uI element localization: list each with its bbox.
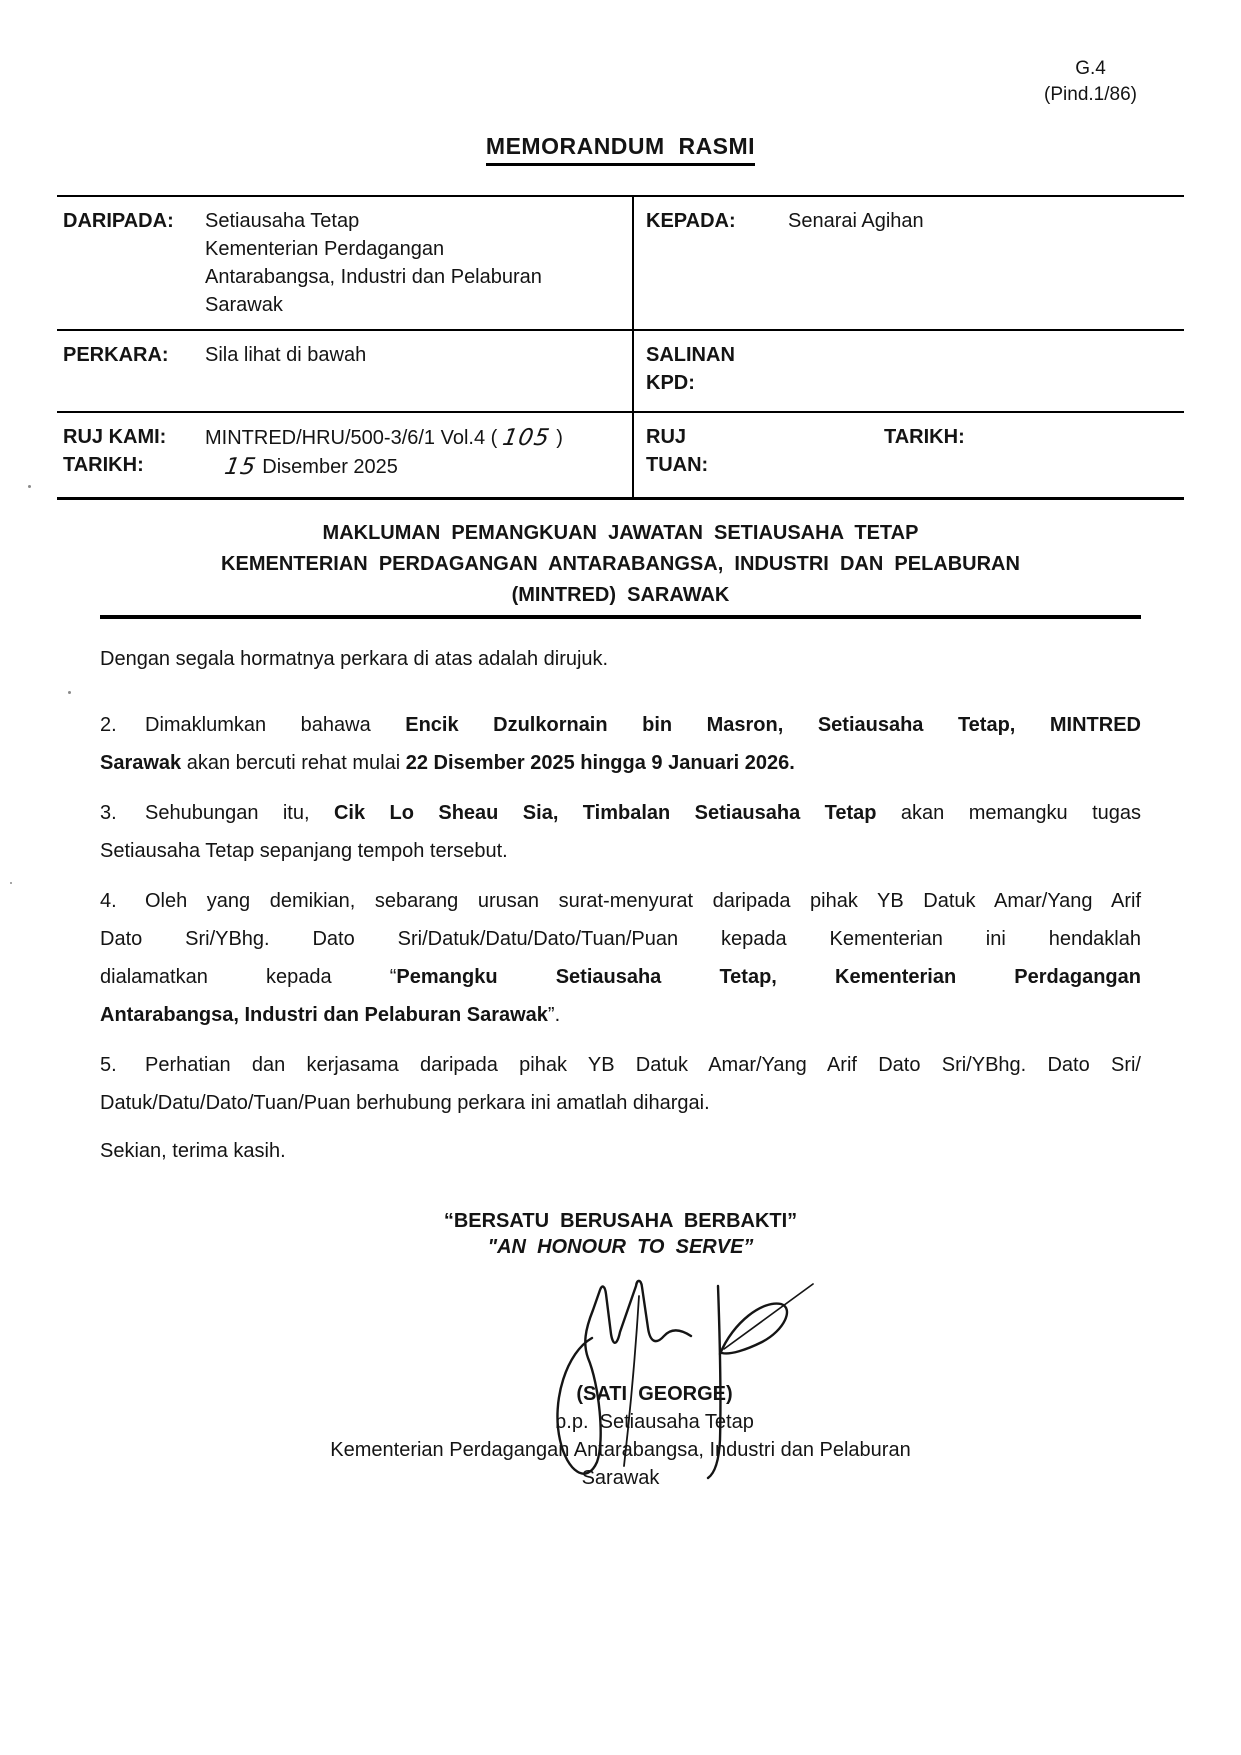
- paragraph: [100, 706, 1141, 782]
- ruj-kami-cell: [57, 413, 632, 497]
- ruj-tuan-cell: [632, 413, 1184, 497]
- daripada-line: Antarabangsa, Industri dan Pelaburan: [205, 266, 542, 288]
- paragraph-text: Sarawak: [100, 752, 182, 774]
- daripada-label: DARIPADA:: [63, 210, 174, 232]
- document-title: MEMORANDUM RASMI: [486, 133, 755, 166]
- kepada-label: KEPADA:: [646, 210, 736, 232]
- paragraph-text: “: [389, 966, 397, 988]
- salinan-label-line1: SALINAN: [646, 344, 735, 366]
- tarikh-right-label: TARIKH:: [884, 426, 965, 448]
- paragraph-line: [100, 744, 1141, 782]
- ruj-kami-ref-close: ): [556, 427, 563, 449]
- daripada-cell: [57, 197, 632, 329]
- subject-heading: [100, 518, 1141, 619]
- paragraph-text: akan bercuti rehat mulai: [181, 752, 406, 774]
- paragraph-text: Pemangku Setiausaha Tetap, Kementerian Perdagangan: [396, 966, 1141, 988]
- paragraph-text: Sehubungan itu,: [145, 802, 334, 824]
- paragraph: [100, 794, 1141, 870]
- perkara-value: Sila lihat di bawah: [205, 344, 367, 366]
- paragraph-number: 2.: [100, 714, 117, 736]
- daripada-line: Kementerian Perdagangan: [205, 238, 445, 260]
- closing-line: Sekian, terima kasih.: [100, 1140, 286, 1162]
- paragraph-line: [100, 1084, 1141, 1122]
- paragraph-number: 4.: [100, 890, 117, 912]
- paragraph-line: [100, 882, 1141, 920]
- tarikh-month-year: Disember 2025: [262, 456, 398, 478]
- paragraph-line: [100, 794, 1141, 832]
- scan-speck: [10, 882, 12, 884]
- motto-line-malay: “BERSATU BERUSAHA BERBAKTI”: [443, 1210, 798, 1232]
- subject-line-2: KEMENTERIAN PERDAGANGAN ANTARABANGSA, INDUSTRI DAN PELABURAN: [221, 553, 1020, 575]
- title-wrap: [0, 133, 1241, 166]
- paragraph: [100, 1046, 1141, 1122]
- scan-speck: [68, 691, 71, 694]
- daripada-line: Setiausaha Tetap: [205, 210, 360, 232]
- ruj-tuan-label: [646, 423, 788, 479]
- kepada-value: Senarai Agihan: [788, 210, 924, 232]
- ruj-kami-label: RUJ KAMI:: [63, 426, 167, 448]
- paragraph-number: 5.: [100, 1054, 117, 1076]
- paragraph-text: Cik Lo Sheau Sia, Timbalan Setiausaha Tetap: [333, 802, 877, 824]
- ruj-kami-labels: [63, 423, 205, 487]
- paragraph-number: 3.: [100, 802, 117, 824]
- tarikh-handwritten-day: 15: [222, 454, 259, 480]
- paragraph-text: Datuk/Datu/Dato/Tuan/Puan berhubung perkara ini amatlah dihargai.: [100, 1092, 710, 1114]
- form-revision: (Pind.1/86): [1044, 84, 1137, 105]
- paragraph-text: Antarabangsa, Industri dan Pelaburan Sarawak: [100, 1004, 548, 1026]
- scan-speck: [28, 485, 31, 488]
- memo-header-table: [57, 195, 1184, 500]
- paragraph: [100, 882, 1141, 1034]
- ruj-kami-values: [205, 423, 624, 487]
- paragraph-line: [100, 996, 1141, 1034]
- salinan-cell: [632, 331, 1184, 411]
- paragraph-line: [100, 832, 1141, 870]
- signoff-block: [0, 1380, 1241, 1492]
- kepada-cell: [632, 197, 1184, 329]
- form-code: G.4: [1075, 58, 1106, 79]
- paragraph-text: Dimaklumkan bahawa: [145, 714, 406, 736]
- paragraph-line: [100, 706, 1141, 744]
- ruj-kami-handwritten-number: 105: [500, 425, 553, 451]
- paragraph-text: 22 Disember 2025 hingga 9 Januari 2026.: [405, 752, 795, 774]
- paragraph-line: [100, 958, 1141, 996]
- letter-body: [100, 644, 1141, 1166]
- motto-line-english: "AN HONOUR TO SERVE”: [487, 1236, 754, 1258]
- paragraph-text: dialamatkan kepada: [100, 966, 390, 988]
- signatory-for-line: b.p. Setiausaha Tetap: [555, 1411, 754, 1433]
- paragraph-text: Dato Sri/YBhg. Dato Sri/Datuk/Datu/Dato/Tuan/Puan kepada Kementerian ini hendaklah: [100, 928, 1141, 950]
- table-row-ruj-tarikh: [57, 413, 1184, 500]
- paragraph-line: [100, 920, 1141, 958]
- salinan-label-line2: KPD:: [646, 372, 695, 394]
- perkara-label: PERKARA:: [63, 344, 169, 366]
- signatory-org-line1: Kementerian Perdagangan Antarabangsa, Industri dan Pelaburan: [330, 1439, 911, 1461]
- subject-line-3: (MINTRED) SARAWAK: [511, 584, 730, 606]
- ruj-tuan-label-line1: RUJ: [646, 426, 687, 448]
- perkara-cell: [57, 331, 632, 411]
- daripada-line: Sarawak: [205, 294, 283, 316]
- numbered-paragraphs: [100, 706, 1141, 1122]
- ruj-kami-value: [205, 423, 624, 452]
- paragraph-text: ”.: [547, 1004, 561, 1026]
- intro-paragraph: Dengan segala hormatnya perkara di atas adalah dirujuk.: [100, 648, 609, 670]
- paragraph-text: Encik Dzulkornain bin Masron, Setiausaha Tetap, MINTRED: [405, 714, 1141, 736]
- paragraph-text: Oleh yang demikian, sebarang urusan surat-menyurat daripada pihak YB Datuk Amar/Yang Arif: [145, 890, 1141, 912]
- signatory-org-line2: Sarawak: [581, 1467, 660, 1489]
- paragraph-line: [100, 1046, 1141, 1084]
- signatory-name: (SATI GEORGE): [576, 1383, 733, 1405]
- table-row-daripada-kepada: [57, 197, 1184, 331]
- paragraph-text: akan memangku tugas: [876, 802, 1141, 824]
- tarikh-label: TARIKH:: [63, 454, 144, 476]
- daripada-value: [205, 207, 624, 319]
- tarikh-value: [205, 452, 624, 481]
- paragraph-text: Perhatian dan kerjasama daripada pihak YB Datuk Amar/Yang Arif Dato Sri/YBhg. Dato Sri/: [145, 1054, 1141, 1076]
- ruj-tuan-label-line2: TUAN:: [646, 454, 709, 476]
- table-row-perkara-salinan: [57, 331, 1184, 413]
- ruj-kami-ref: MINTRED/HRU/500-3/6/1 Vol.4 (: [205, 427, 498, 449]
- subject-line-1: MAKLUMAN PEMANGKUAN JAWATAN SETIAUSAHA TETAP: [322, 522, 919, 544]
- paragraph-text: Setiausaha Tetap sepanjang tempoh tersebut.: [100, 840, 508, 862]
- motto-block: [0, 1208, 1241, 1260]
- form-code-block: [1044, 56, 1137, 108]
